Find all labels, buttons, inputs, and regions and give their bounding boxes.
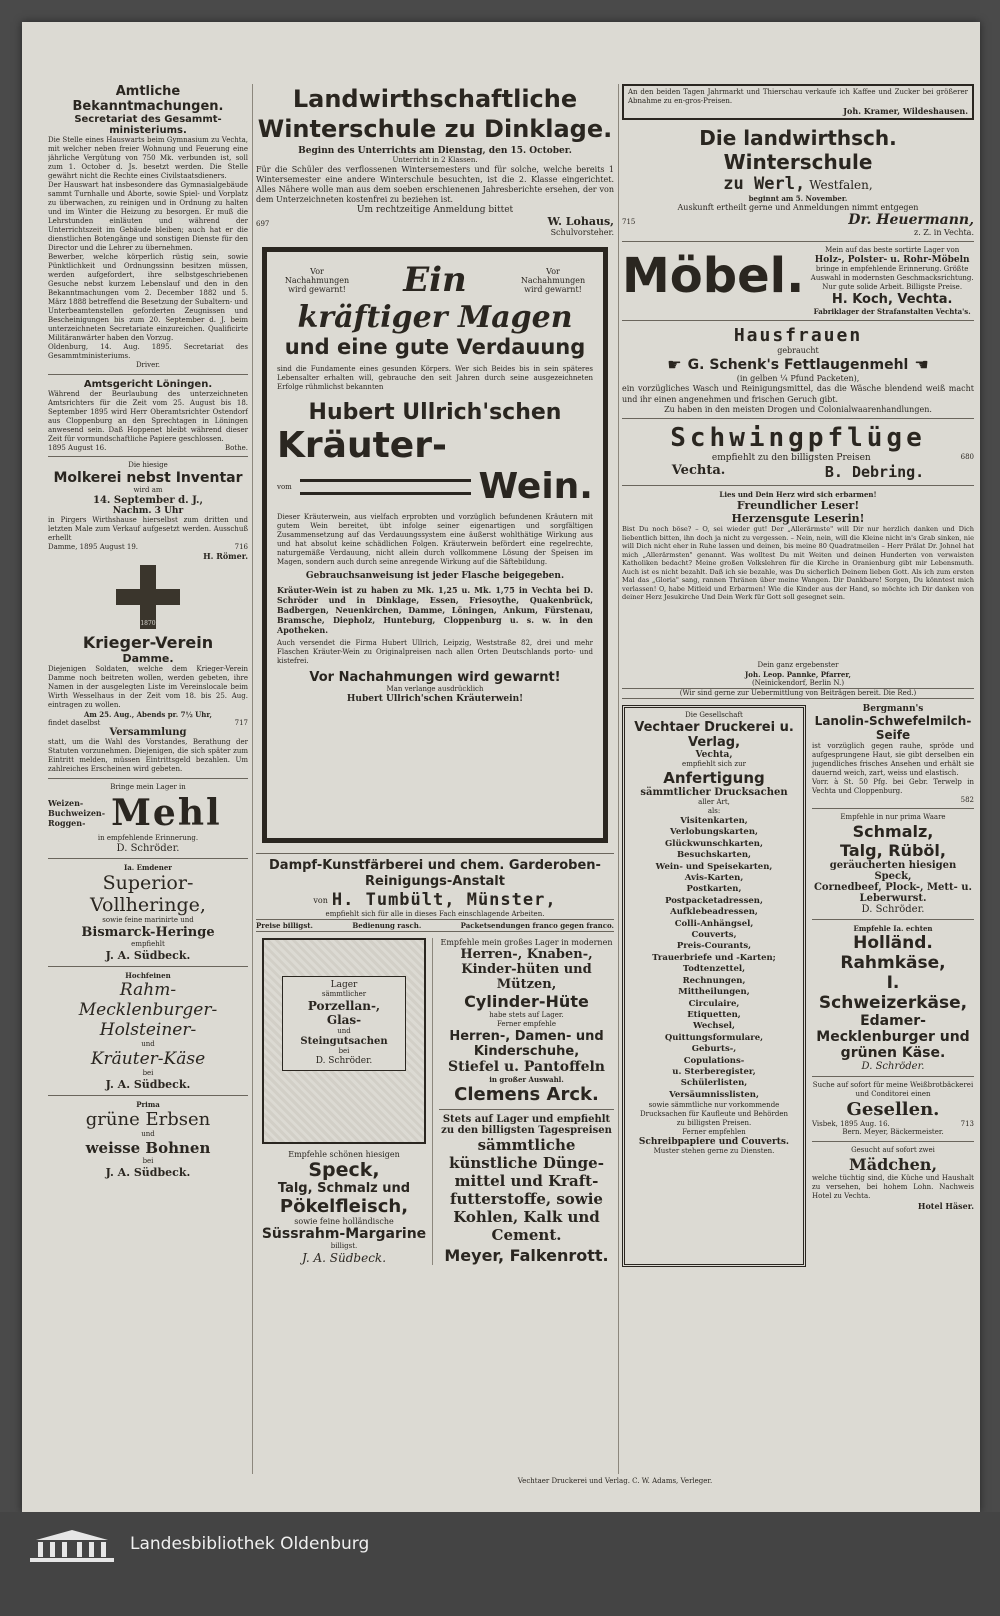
moebel-big: Möbel. bbox=[622, 248, 805, 304]
ad-magen: kräftiger Magen bbox=[297, 300, 573, 335]
versammlung-text: statt, um die Wahl des Vorstandes, Berathung der Statuten vorzunehmen. Diejenigen, die sich später zum Eintritt melden, müssen Eintrittsgeld bezahlen. Um zahlreiches Erscheinen wird gebeten. bbox=[48, 738, 248, 773]
ad-intro: sind die Fundamente eines gesunden Körpers. Wer sich Beides bis in sein späteres Lebensalter erhalten will, gebrauche den seit Jahren durch seine ausgezeichneten Erfolge rühmlichst bekannten bbox=[277, 365, 593, 391]
letter-loc: (Neinickendorf, Berlin N.) bbox=[751, 679, 845, 687]
gesellen-name: Bern. Meyer, Bäckermeister. bbox=[842, 1128, 944, 1136]
herring-1: Superior- bbox=[102, 872, 194, 894]
gesellen-num: 713 bbox=[960, 1120, 974, 1128]
print-title: Anfertigung bbox=[663, 769, 765, 787]
hats-1: Herren-, Knaben-, Kinder-hüten und Mützen, bbox=[460, 947, 593, 992]
dairy-place: Damme, 1895 August 19. bbox=[48, 543, 139, 551]
peas-2: weisse Bohnen bbox=[85, 1139, 211, 1157]
werl-title: Die landwirthsch. Winterschule bbox=[699, 126, 897, 174]
cheese-3: Holsteiner- bbox=[99, 1020, 197, 1040]
speck-pre: Empfehle schönen hiesigen bbox=[288, 1150, 400, 1159]
secretariat-title: Secretariat des Gesammt-ministeriums. bbox=[74, 114, 222, 136]
hats-5: Herren-, Damen- und Kinderschuhe, bbox=[449, 1029, 604, 1059]
porz-3: Steingutsachen bbox=[300, 1036, 388, 1047]
warn-right: Vor Nachahmungen wird gewarnt! bbox=[520, 266, 586, 294]
cheese3-1: Holländ. Rahmkäse, bbox=[840, 933, 946, 973]
haus-product: G. Schenk's Fettlaugenmehl bbox=[687, 356, 909, 373]
soap-num: 582 bbox=[960, 796, 974, 804]
school-name: W. Lohaus, bbox=[547, 215, 614, 228]
column-rule bbox=[252, 84, 253, 1474]
werl-state: Westfalen, bbox=[809, 178, 873, 192]
krieger-title: Krieger-Verein bbox=[82, 633, 214, 652]
notice-name: Driver. bbox=[135, 361, 161, 369]
dairy-name: H. Römer. bbox=[203, 551, 248, 561]
dye-text: empfiehlt sich für alle in dieses Fach einschlagende Arbeiten. bbox=[325, 910, 545, 918]
notice-text: Die Stelle eines Hauswarts beim Gymnasium zu Vechta, mit welcher neben freier Wohnung und Feuerung eine jährliche Vergütung von 750 Mk. verbunden ist, soll zum 1. October d. Js. besetzt werden. Die Stelle gewährt nicht die Rechte eines Civilstaatsdieners. bbox=[48, 136, 248, 180]
werl-zu: zu Werl, bbox=[723, 174, 806, 194]
ad-kraeuter: Kräuter- bbox=[277, 425, 447, 466]
peas-pre: Prima bbox=[136, 1100, 160, 1109]
haus-gebr: gebraucht bbox=[777, 346, 819, 355]
library-footer bbox=[0, 1512, 1000, 1616]
hats-4: Ferner empfehle bbox=[496, 1020, 557, 1028]
mehl-types: Weizen- Buchweizen- Roggen- bbox=[48, 798, 106, 828]
notice-signature: Oldenburg, 14. Aug. 1895. Secretariat des Gesammtministeriums. bbox=[48, 343, 248, 360]
herring-5: empfiehlt bbox=[131, 940, 165, 948]
dye-name: H. Tumbült, Münster, bbox=[331, 890, 557, 910]
cheese3-2: I. Schweizerkäse, bbox=[818, 973, 968, 1013]
ad-desc: Dieser Kräuterwein, aus vielfach erprobten und vorzüglich befundenen Kräutern mit gutem Wein bereitet, übt infolge seiner eigenartigen und sorgfältigen Zusammensetzung auf das Verdauungssystem eine äußerst wohlthätige Wirkung aus und hat absolut keine schädlichen Folgen. Kräuterwein befördert eine regelrechte, naturgemäße Verdauung, nicht allein durch vollkommene Lösung der Speisen im Magen, sondern auch durch seine anregende Wirkung auf die Säftebildung. bbox=[277, 513, 593, 566]
fat-pre: Empfehle in nur prima Waare bbox=[840, 813, 946, 821]
column-left bbox=[48, 84, 248, 1474]
haus-pack: (in gelben ¼ Pfund Packeten), bbox=[736, 374, 860, 383]
fat-1: Schmalz, bbox=[852, 822, 934, 841]
print-also: Ferner empfehlen bbox=[682, 1128, 746, 1137]
print-emp: empfiehlt sich zur bbox=[682, 760, 746, 768]
hats-column bbox=[433, 938, 614, 1265]
cheese3-4: Mecklenburger und bbox=[816, 1029, 970, 1045]
school-reg: Um rechtzeitige Anmeldung bittet bbox=[356, 205, 514, 215]
pointing-hand-icon: ☚ bbox=[914, 355, 929, 374]
speck-2: Talg, Schmalz und bbox=[277, 1181, 411, 1196]
court-text: Während der Beurlaubung des unterzeichneten Amtsrichters für die Zeit vom 25. August bis 18. September 1895 wird Herr Oberamtsrichter Ostendorf aus Cloppenburg an den Sprechtagen in Löningen anwesend sein. Daß Hoppenet bleibt während dieser Zeit für vormundschaftliche Papiere geschlossen. bbox=[48, 390, 248, 443]
maid-pre: Gesucht auf sofort zwei bbox=[851, 1146, 935, 1154]
krieger-place: Damme. bbox=[122, 652, 174, 665]
warn-left: Vor Nachahmungen wird gewarnt! bbox=[284, 266, 350, 294]
cheese-name: J. A. Südbeck. bbox=[105, 1078, 191, 1091]
fair-text: An den beiden Tagen Jahrmarkt und Thierschau verkaufe ich Kaffee und Zucker bei größerer Abnahme zu en-gros-Preisen. bbox=[628, 88, 968, 105]
herring-name: J. A. Südbeck. bbox=[105, 949, 191, 962]
official-notices-title: Amtliche Bekanntmachungen. bbox=[72, 84, 224, 114]
porzellan-ad bbox=[262, 938, 426, 1144]
fat-2: Talg, Rüböl, bbox=[840, 841, 946, 860]
hats-pre: Empfehle mein großes Lager in modernen bbox=[440, 938, 613, 947]
krieger-findet: findet daselbst bbox=[48, 719, 101, 727]
ad-name: Hubert Ullrich'schen bbox=[308, 400, 562, 425]
ad-wein: Wein. bbox=[478, 466, 593, 507]
moebel-ad bbox=[622, 246, 974, 316]
letter-text: Bist Du noch böse? – O, sei wieder gut! Der „Allerärmste" will Dir nur herzlich danken und Dich liebentlich bitten, ihn doch ja nicht zu vergessen. – Nein, nein, will die Kleine nicht in's Grab sinken, nie will Dich nicht eher in Ruhe lassen und deinen, bis meine 80 Quadratmeilen – Herr Prälat Dr. Johnel hat mich „Allerärmsten" genannt. Was wolltest Du mit Weiten und deinen Hunderten von verwaisten Katholiken bedacht? Meine großen Volkslehren für die Kirche in Oranienburg gibt mir Lebensmuth. Auch ist es nicht bezahlt. Daß ich sie bezahle, was Du sicherlich Deinem lieben Gott. Als ich zum ersten Mal das „Gloria" sang, rannen Thränen über meine Wangen. Dir Dankbare! Sorgen, Du könntest mich verlassen! O, habe Mitleid und Erbarmen! Wie die Kinder aus der Hand, so möchte ich Dir danken von deiner Herz Jesukirche Und Dein Werk für Gott soll gesegnet sein. bbox=[622, 525, 974, 601]
gesellen-date: Visbek, 1895 Aug. 16. bbox=[812, 1120, 890, 1128]
school-num: 697 bbox=[256, 220, 270, 228]
hats-7: in großer Auswahl. bbox=[489, 1075, 564, 1084]
soap-price: Vorr. à St. 50 Pfg. bei Gebr. Terwelp in Vechta und Cloppenburg. bbox=[812, 778, 974, 795]
fert-name: Meyer, Falkenrott. bbox=[444, 1246, 609, 1265]
cheese-1: Rahm- bbox=[119, 980, 177, 1000]
dairy-date: 14. September d. J., bbox=[93, 495, 203, 506]
court-title: Amtsgericht Löningen. bbox=[83, 379, 213, 390]
peas-bei: bei bbox=[142, 1157, 154, 1165]
porz-name: D. Schröder. bbox=[315, 1056, 373, 1066]
dairy-wird: wird am bbox=[133, 486, 163, 494]
versammlung: Versammlung bbox=[109, 727, 187, 738]
gesellen-pre: Suche auf sofort für meine Weißbrotbäckerei und Conditorei einen bbox=[812, 1081, 974, 1098]
ad-warn-bottom: Vor Nachahmungen wird gewarnt! bbox=[309, 670, 561, 685]
printing-ad bbox=[622, 705, 806, 1267]
fat-name: D. Schröder. bbox=[861, 904, 925, 915]
werl-num: 715 bbox=[622, 218, 636, 226]
speck-3: Pökelfleisch, bbox=[279, 1196, 409, 1217]
plow-name: B. Debring. bbox=[824, 463, 925, 481]
cheese-bei: bei bbox=[142, 1069, 154, 1077]
haus-title: Hausfrauen bbox=[733, 325, 863, 346]
school-begin: Beginn des Unterrichts am Dienstag, den 15. October. bbox=[298, 146, 572, 156]
cheese-4: Kräuter-Käse bbox=[90, 1049, 206, 1069]
porz-lager: Lager bbox=[330, 980, 358, 990]
herring-4: Bismarck-Heringe bbox=[81, 925, 215, 940]
porz-2: Glas- bbox=[326, 1013, 362, 1027]
dairy-title: Molkerei nebst Inventar bbox=[53, 470, 243, 486]
plow-text: empfiehlt zu den billigsten Preisen bbox=[711, 453, 871, 463]
cross-years: 1870 bbox=[140, 620, 156, 627]
porz-und: und bbox=[337, 1027, 351, 1035]
court-name: Bothe. bbox=[224, 444, 248, 452]
notice-text: Bewerber, welche körperlich rüstig sein, sowie Pünktlichkeit und Ordnungssinn besitzen müssen, werden aufgefordert, ihre selbstgeschriebenen Gesuche nebst kurzem Lebenslauf und den in den Bekanntmachungen vom 2. December 1882 und 5. März 1888 betreffend die Besetzung der Subaltern- und Unterbeamtenstellen geforderten Zeugnissen und Bescheinigungen bis zum 20. September d. J. beim unterzeichneten Secretariate einzureichen. Qualificirte Militäranwärter haben den Vorzug. bbox=[48, 253, 248, 342]
print-name: Vechtaer Druckerei u. Verlag, bbox=[634, 720, 794, 750]
pointing-hand-icon: ☛ bbox=[667, 355, 682, 374]
school-text: Für die Schüler des verflossenen Wintersemesters und für solche, welche bereits 1 Wintersemester eine andere Winterschule besuchten, ist die 2. Klasse eingerichtet. Alles Nähere wolle man aus dem soeben erschienenen Jahresberichte ersehen, der von dem Unterzeichneten kostenfrei zu beziehen ist. bbox=[256, 165, 614, 204]
fert-1: Stets auf Lager und empfiehlt zu den billigsten Tagespreisen bbox=[441, 1114, 612, 1136]
speck-4: sowie feine holländische bbox=[294, 1217, 394, 1226]
mehl-big: Mehl bbox=[111, 792, 222, 834]
krieger-date: Am 25. Aug., Abends pr. 7½ Uhr, bbox=[84, 710, 212, 719]
library-building-icon bbox=[30, 1530, 114, 1564]
court-date: 1895 August 16. bbox=[48, 444, 107, 452]
fair-ad bbox=[622, 84, 974, 120]
krieger-num: 717 bbox=[234, 719, 248, 727]
cheese3-pre: Empfehle Ia. echten bbox=[853, 924, 933, 933]
dairy-time: Nachm. 3 Uhr bbox=[112, 506, 184, 516]
moebel-t3: bringe in empfehlende Erinnerung. Größte Auswahl in modernsten Geschmacksrichtung. bbox=[810, 265, 974, 282]
peas-name: J. A. Südbeck. bbox=[105, 1166, 191, 1179]
maid-text: welche tüchtig sind, die Küche und Haushalt zu versehen, bei hohem Lohn. Nachweis Hotel zu Vechta. bbox=[812, 1174, 974, 1200]
soap-text: ist vorzüglich gegen rauhe, spröde und aufgesprungene Haut, sie gibt derselben ein jugendliches frisches Ansehen und erhält sie dauernd weich, zart, weiss und elastisch. bbox=[812, 742, 974, 777]
peas-und: und bbox=[141, 1130, 155, 1138]
iron-cross-icon bbox=[116, 565, 180, 629]
print-items: Visitenkarten, Verlobungskarten, Glückwunschkarten, Besuchskarten, Wein- und Speisekarten, Avis-Karten, Postkarten, Postpacketadressen, Aufklebeadressen, Colli-Anhängsel, Couverts, Preis-Courants, Trauerbriefe und -Karten; Todtenzettel, Rechnungen, Mittheilungen, Circulaire, Etiquetten, Wechsel, Quittungsformulare, Geburts-, Copulations- u. Sterberegister, Schülerlisten, Versäumnisslisten, bbox=[652, 816, 776, 1100]
soap-pre: Bergmann's bbox=[862, 704, 924, 714]
column-rule bbox=[618, 84, 619, 1474]
maid-name: Hotel Häser. bbox=[917, 1201, 974, 1211]
speck-1: Speck, bbox=[308, 1159, 380, 1181]
hats-2: Cylinder-Hüte bbox=[464, 992, 589, 1011]
kraeuterwein-ad bbox=[262, 247, 608, 843]
porz-bei: bei bbox=[338, 1047, 350, 1055]
ad-vom: vom bbox=[277, 482, 292, 491]
print-paper: Schreibpapiere und Couverts. bbox=[638, 1137, 790, 1148]
werl-info: Auskunft ertheilt gerne und Anmeldungen nimmt entgegen bbox=[677, 203, 919, 212]
print-kind: aller Art, bbox=[698, 798, 730, 806]
fat-4: Cornedbeef, Plock-, Mett- u. Leberwurst. bbox=[813, 882, 973, 904]
print-more: sowie sämmtliche nur vorkommende Drucksachen für Kaufleute und Behörden bbox=[640, 1101, 788, 1119]
school-classes: Unterricht in 2 Klassen. bbox=[392, 156, 478, 164]
plow-title: Schwingpflüge bbox=[670, 423, 926, 453]
cheese3-3: Edamer- bbox=[860, 1013, 926, 1029]
moebel-t2: Holz-, Polster- u. Rohr-Möbeln bbox=[814, 255, 970, 265]
dye-foot-c: Packetsendungen franco gegen franco. bbox=[460, 921, 614, 930]
herring-2: Vollheringe, bbox=[90, 894, 206, 916]
cheese3-name: D. Schröder. bbox=[861, 1061, 925, 1072]
letter-head: Lies und Dein Herz wird sich erbarmen! bbox=[719, 490, 877, 499]
ad-ship: Auch versendet die Firma Hubert Ullrich, Leipzig, Weststraße 82, drei und mehr Flaschen Kräuter-Wein zu Originalpreisen nach allen Orten Deutschlands porto- und kistefrei. bbox=[277, 639, 593, 665]
school-role: Schulvorsteher. bbox=[550, 228, 614, 237]
porzellan-column bbox=[256, 938, 432, 1265]
dairy-pre: Die hiesige bbox=[128, 461, 168, 469]
werl-name: Dr. Heuermann, bbox=[848, 212, 974, 228]
plow-num: 680 bbox=[960, 453, 974, 461]
notice-text: Der Hauswart hat insbesondere das Gymnasialgebäude sammt Turnhalle und Aborte, sowie Spiel- und Vorplatz zu überwachen, zu reinigen und in Ordnung zu halten und im Winter die Heizung zu besorgen. Er muß die Lehrstunden einläuten und während der Unterrichtszeit im Gebäude bleiben; auch hat er die dienstlichen Botengänge und sonstigen Dienste für den Director und die Lehrer zu übernehmen. bbox=[48, 181, 248, 252]
moebel-t4: Nur gute solide Arbeit. Billigste Preise. bbox=[822, 283, 963, 291]
cheese-und: und bbox=[141, 1040, 155, 1048]
hats-6: Stiefel u. Pantoffeln bbox=[448, 1059, 605, 1075]
dye-foot-b: Bedienung rasch. bbox=[352, 921, 422, 930]
ad-price: Kräuter-Wein ist zu haben zu Mk. 1,25 u. Mk. 1,75 in Vechta bei D. Schröder und in Dinklage, Essen, Friesoythe, Quakenbrück, Badbergen, Neuenkirchen, Damme, Löningen, Ankum, Fürstenau, Bramsche, Diepholz, Hunteburg, Cloppenburg u. s. w. in den Apotheken. bbox=[277, 585, 593, 635]
print-loc: Vechta, bbox=[695, 750, 733, 760]
school-title: Landwirthschaftliche Winterschule zu Dinklage. bbox=[257, 85, 613, 143]
letter-sign: Dein ganz ergebenster bbox=[757, 661, 839, 669]
haus-avail: Zu haben in den meisten Drogen und Colonialwaarenhandlungen. bbox=[664, 405, 932, 414]
ad-ask: Man verlange ausdrücklich bbox=[386, 685, 484, 693]
print-pre: Die Gesellschaft bbox=[685, 711, 743, 719]
letter-h2: Herzensgute Leserin! bbox=[731, 512, 865, 525]
cheese-pre: Hochfeinen bbox=[125, 971, 171, 980]
haus-text: ein vorzügliches Wasch und Reinigungsmittel, das die Wäsche blendend weiß macht und ihr einen angenehmen und frischen Geruch gibt. bbox=[622, 384, 974, 404]
moebel-t5: Fabriklager der Strafanstalten Vechta's. bbox=[813, 307, 971, 316]
newspaper-page bbox=[22, 22, 980, 1512]
krieger-text: Diejenigen Soldaten, welche dem Krieger-Verein Damme noch beitreten wollen, werden gebeten, ihre Namen in der ausgelegten Liste im Vereinslocale beim Wirth Wesselhaus in der Zeit vom 18. bis 25. Aug. eintragen zu wollen. bbox=[48, 665, 248, 709]
werl-begin: beginnt am 5. November. bbox=[748, 194, 848, 203]
maid: Mädchen, bbox=[848, 1155, 938, 1174]
library-name: Landesbibliothek Oldenburg bbox=[130, 1534, 370, 1554]
letter-note: (Wir sind gerne zur Uebermittlung von Beiträgen bereit. Die Red.) bbox=[622, 688, 974, 699]
hats-3: habe stets auf Lager. bbox=[489, 1011, 564, 1019]
letter-h1: Freundlicher Leser! bbox=[736, 499, 860, 512]
ad-usage: Gebrauchsanweisung ist jeder Flasche beigegeben. bbox=[305, 571, 565, 581]
dye-von: von bbox=[313, 895, 328, 905]
speck-5: Süssrahm-Margarine bbox=[261, 1226, 427, 1242]
cheese-2: Mecklenburger- bbox=[78, 1000, 218, 1020]
ad-ein: Ein bbox=[403, 260, 467, 300]
ad-ask2: Hubert Ullrich'schen Kräuterwein! bbox=[346, 694, 524, 704]
column-middle bbox=[256, 84, 614, 1474]
print-cheap: zu billigsten Preisen. bbox=[676, 1119, 752, 1128]
moebel-t1: Mein auf das beste sortirte Lager von bbox=[825, 246, 960, 254]
right-ads bbox=[806, 705, 974, 1267]
print-all: sämmtlicher Drucksachen bbox=[640, 787, 788, 798]
hats-name: Clemens Arck. bbox=[454, 1084, 599, 1105]
print-foot: Muster stehen gerne zu Diensten. bbox=[653, 1147, 775, 1156]
fair-name: Joh. Kramer, Wildeshausen. bbox=[843, 106, 968, 116]
printer-line: Vechtaer Druckerei und Verlag. C. W. Adams, Verleger. bbox=[517, 1477, 713, 1485]
herring-pre: Ia. Emdener bbox=[123, 863, 172, 872]
dye-title: Dampf-Kunstfärberei und chem. Garderoben-Reinigungs-Anstalt bbox=[269, 858, 601, 889]
mehl-name: D. Schröder. bbox=[116, 843, 180, 854]
fert-2: sämmtliche künstliche Dünge-mittel und Kraft-futterstoffe, sowie Kohlen, Kalk und Cement. bbox=[449, 1136, 604, 1244]
letter-name: Joh. Leop. Pannke, Pfarrer, bbox=[745, 670, 851, 679]
cheese3-5: grünen Käse. bbox=[840, 1045, 946, 1061]
dye-foot-a: Preise billigst. bbox=[256, 921, 313, 930]
ad-verdauung: und eine gute Verdauung bbox=[284, 335, 586, 359]
werl-loc: z. Z. in Vechta. bbox=[914, 228, 974, 237]
gesellen: Gesellen. bbox=[846, 1099, 940, 1120]
porz-1: Porzellan-, bbox=[307, 999, 381, 1013]
moebel-name: H. Koch, Vechta. bbox=[831, 292, 953, 307]
soap-title: Lanolin-Schwefelmilch-Seife bbox=[814, 714, 972, 742]
plow-place: Vechta. bbox=[671, 463, 726, 478]
porz-samt: sämmtlicher bbox=[321, 990, 367, 998]
dairy-num: 716 bbox=[234, 543, 248, 551]
dairy-text: in Pirgers Wirthshause hierselbst zum dritten und letzten Male zum Verkauf aufgesetzt werden. Ausschuß erhellt bbox=[48, 516, 248, 542]
print-als: als: bbox=[707, 807, 721, 815]
speck-6: billigst. bbox=[330, 1242, 358, 1250]
decorative-rule bbox=[300, 479, 471, 495]
column-right bbox=[622, 84, 974, 1474]
herring-3: sowie feine marinirte und bbox=[102, 916, 194, 924]
speck-name: J. A. Südbeck. bbox=[301, 1251, 387, 1265]
mehl-pre: Bringe mein Lager in bbox=[110, 783, 186, 791]
fat-3: geräucherten hiesigen Speck, bbox=[829, 860, 957, 882]
mehl-post: in empfehlende Erinnerung. bbox=[97, 834, 199, 842]
peas-1: grüne Erbsen bbox=[85, 1109, 211, 1130]
